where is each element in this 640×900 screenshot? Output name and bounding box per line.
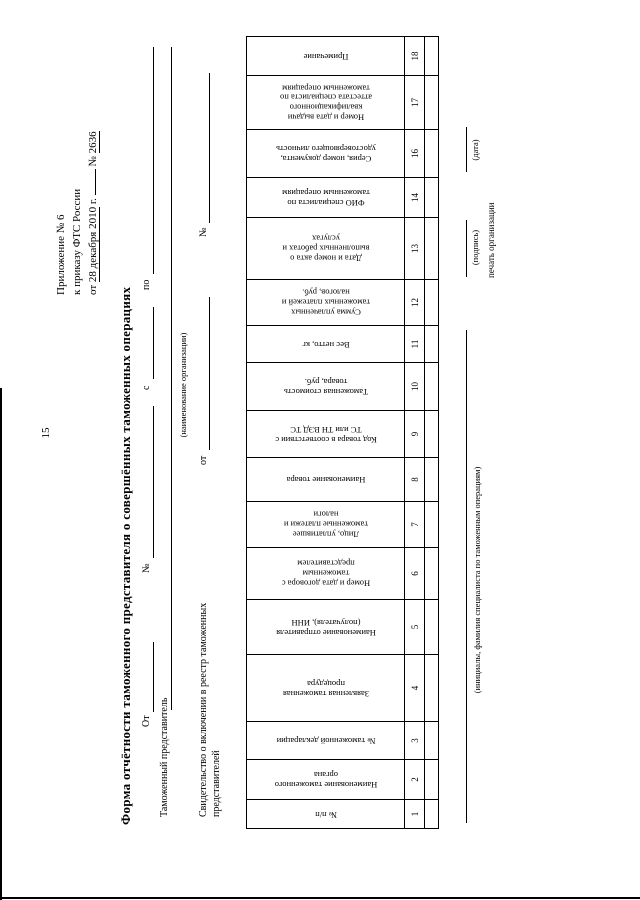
signature-hint: (подпись): [470, 229, 480, 266]
empty-cell: [425, 178, 439, 218]
column-header-label: № п/п: [314, 809, 337, 820]
blank-line-period-from: [153, 307, 154, 379]
column-header: [247, 458, 405, 502]
column-header: [247, 363, 405, 411]
empty-data-row: [425, 37, 439, 829]
blank-line-date: [466, 127, 467, 172]
column-number: 9: [405, 411, 425, 458]
empty-cell: [425, 218, 439, 280]
column-header-label: Наименование таможенного органа: [274, 770, 377, 791]
blank-line-period-to: [153, 47, 154, 274]
column-number: 4: [405, 655, 425, 722]
period-to-label: по: [141, 279, 152, 290]
column-number: 3: [405, 722, 425, 760]
column-number: 11: [405, 326, 425, 363]
blank-line-certificate-date: [209, 297, 210, 450]
initials-hint: (инициалы, фамилия специалиста по таможенным операциям): [472, 466, 482, 694]
column-number: 1: [405, 800, 425, 829]
order-date: 28 декабря 2010: [87, 206, 99, 283]
blank-line: [85, 169, 96, 195]
certificate-label-line2: представителей: [211, 750, 222, 817]
column-header: [247, 800, 405, 829]
column-header-label: Номер и дата договора с таможенным представителем: [281, 559, 370, 590]
empty-cell: [425, 326, 439, 363]
column-header: [247, 502, 405, 548]
column-header-label: Заявленная таможенная процедура: [282, 679, 369, 699]
column-number: 17: [405, 76, 425, 130]
scan-edge-bottom: [0, 897, 640, 899]
blank-line-organization: [171, 47, 172, 710]
blank-line-from: [153, 642, 154, 712]
column-number: 5: [405, 600, 425, 655]
organization-hint: (наименование организации): [178, 332, 188, 438]
empty-cell: [425, 37, 439, 76]
empty-cell: [425, 458, 439, 502]
column-header: [247, 548, 405, 600]
empty-cell: [425, 760, 439, 800]
empty-cell: [425, 130, 439, 178]
column-number: 7: [405, 502, 425, 548]
certificate-label-line1: Свидетельство о включении в реестр таможенных: [198, 602, 209, 817]
column-number: 2: [405, 760, 425, 800]
column-header: [247, 280, 405, 326]
appendix-block: [53, 131, 101, 295]
column-number: 12: [405, 280, 425, 326]
column-header-label: Наименование товара: [286, 475, 365, 486]
empty-cell: [425, 411, 439, 458]
column-header-label: Сумма уплаченных таможенных платежей и налогов, руб.: [281, 288, 370, 319]
column-number: 18: [405, 37, 425, 76]
rotated-form: [40, 37, 510, 870]
representative-label: Таможенный представитель: [159, 697, 170, 817]
column-header-label: Примечание: [303, 51, 348, 62]
order-number: 2636: [87, 131, 99, 154]
empty-cell: [425, 600, 439, 655]
blank-line-certificate-number: [209, 73, 210, 223]
column-header-label: Дата и номер акта о выполненных работах и услугах: [281, 234, 370, 265]
appendix-year-suffix: г.: [87, 198, 99, 205]
column-header: [247, 37, 405, 76]
certificate-no-label: №: [198, 227, 209, 237]
column-header: [247, 760, 405, 800]
empty-cell: [425, 363, 439, 411]
column-header: [247, 76, 405, 130]
appendix-line-1: Приложение № 6: [55, 214, 67, 295]
period-from-label: с: [141, 385, 152, 390]
column-number: 13: [405, 218, 425, 280]
column-header: [247, 326, 405, 363]
empty-cell: [425, 655, 439, 722]
column-header: [247, 411, 405, 458]
scan-edge-left: [0, 388, 2, 900]
column-number: 14: [405, 178, 425, 218]
certificate-from-label: от: [198, 455, 209, 465]
blank-line-number: [153, 406, 154, 558]
empty-cell: [425, 280, 439, 326]
column-number: 10: [405, 363, 425, 411]
column-header-label: Вес нетто, кг: [301, 339, 350, 350]
number-label: №: [141, 563, 152, 573]
column-header: [247, 722, 405, 760]
report-table: [246, 36, 439, 829]
empty-cell: [425, 548, 439, 600]
column-header-label: Серия, номер документа, удостоверяющего личность: [275, 144, 376, 165]
appendix-line-2: к приказу ФТС России: [71, 188, 83, 295]
column-header: [247, 655, 405, 722]
column-header-label: № таможенной декларации: [276, 736, 375, 747]
appendix-from-label: от: [87, 284, 99, 295]
seal-note: печать организации: [486, 202, 496, 278]
empty-cell: [425, 722, 439, 760]
appendix-line-3: [85, 131, 101, 295]
blank-line-initials: [466, 330, 467, 823]
header-row: [247, 37, 405, 829]
column-header-label: Таможенная стоимость товара, руб.: [283, 377, 368, 398]
column-header: [247, 178, 405, 218]
page-number: 15: [40, 427, 52, 439]
column-header: [247, 130, 405, 178]
column-number: 6: [405, 548, 425, 600]
from-label: От: [141, 715, 152, 727]
column-number: 8: [405, 458, 425, 502]
column-header: [247, 218, 405, 280]
column-header-label: Лицо, уплатившее таможенные платежи и налоги: [283, 510, 368, 541]
column-header-label: Код товара в соответствии с ТС или ТН ВЭД ТС: [274, 425, 377, 445]
date-hint: (дата): [470, 139, 480, 161]
column-header-label: Номер и дата выдачи квалификационного аттестата специалиста по таможенным операциям: [279, 83, 372, 124]
blank-line-signature: [466, 220, 467, 277]
empty-cell: [425, 76, 439, 130]
appendix-no-sign: №: [87, 156, 99, 167]
empty-cell: [425, 800, 439, 829]
column-header: [247, 600, 405, 655]
form-title: Форма отчётности таможенного представителя о совершённых таможенных операциях: [118, 286, 133, 825]
empty-cell: [425, 502, 439, 548]
column-header-label: ФИО специалиста по таможенным операциям: [281, 188, 370, 209]
column-number: 16: [405, 130, 425, 178]
column-header-label: Наименование отправителя (получателя), ИНН: [275, 618, 376, 638]
numbering-row: [405, 37, 425, 829]
